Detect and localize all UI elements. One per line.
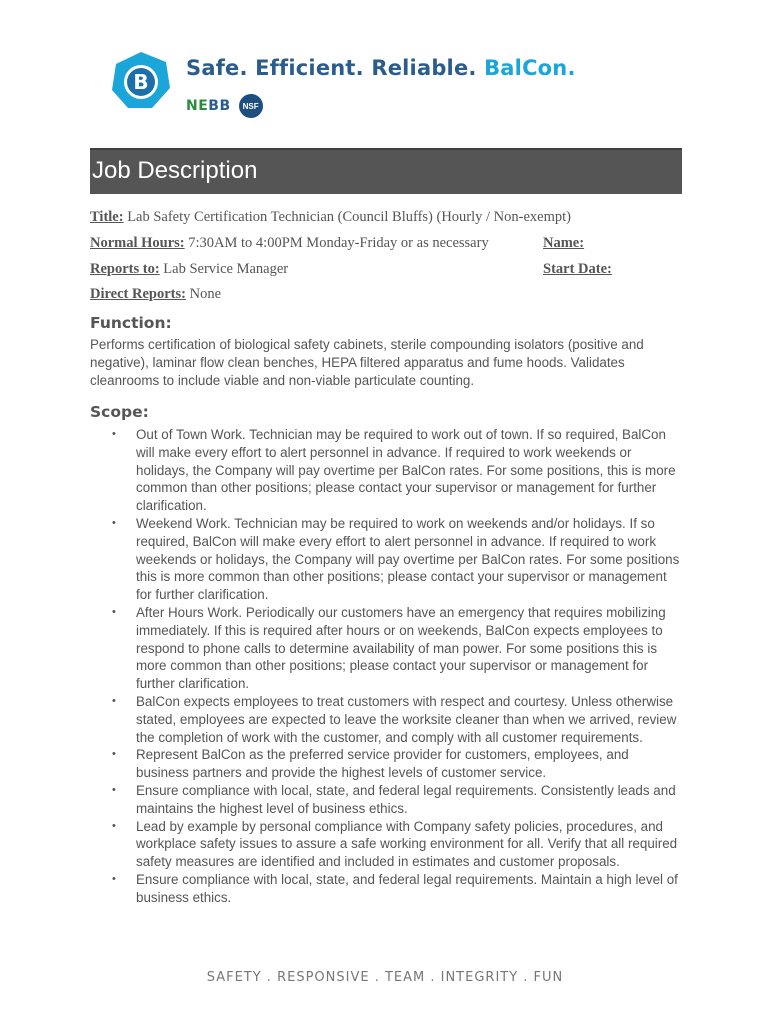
reports-label: Reports to: <box>90 261 160 277</box>
footer-values: SAFETY . RESPONSIVE . TEAM . INTEGRITY . FUN <box>206 970 564 985</box>
nebb-logo <box>186 98 231 114</box>
hours-value: 7:30AM to 4:00PM Monday-Friday or as necessary <box>184 235 489 251</box>
brand-name: BalCon. <box>484 56 576 80</box>
nsf-logo: NSF <box>239 94 263 118</box>
normal-hours-line <box>90 235 489 252</box>
function-heading: Function: <box>90 314 172 332</box>
page-title: Job Description <box>92 157 258 184</box>
bullet-icon: • <box>112 748 116 761</box>
company-logo <box>108 48 576 128</box>
direct-reports-line <box>90 286 221 303</box>
start-date-field <box>543 261 612 278</box>
bullet-icon: • <box>112 783 116 796</box>
nebb-bb: BB <box>208 98 231 114</box>
bullet-icon: • <box>112 605 116 618</box>
list-item: • Ensure compliance with local, state, and federal legal requirements. Maintain a high level of business ethics. <box>112 871 678 905</box>
balcon-logo-icon <box>108 48 174 114</box>
scope-heading: Scope: <box>90 403 149 421</box>
direct-label: Direct Reports: <box>90 286 186 302</box>
bullet-icon: • <box>112 516 116 529</box>
list-item: • Lead by example by personal compliance with Company safety policies, procedures, and workplace safety issues to assure a safe working environment for all. Verify that all required safety measures are identified and included in estimates and customer proposals. <box>112 818 678 870</box>
title-value: Lab Safety Certification Technician (Council Bluffs) (Hourly / Non-exempt) <box>123 209 571 225</box>
list-item: • Weekend Work. Technician may be required to work on weekends and/or holidays. If so required, BalCon will make every effort to alert personnel in advance. If required to work weekends or holidays, the Company will pay overtime per BalCon rates. For some positions this is more common than other positions; please contact your supervisor or management for further clarification. <box>112 515 680 603</box>
start-date-label: Start Date: <box>543 261 612 277</box>
company-tagline <box>186 56 576 80</box>
reports-value: Lab Service Manager <box>159 261 289 277</box>
scope-list <box>90 426 680 907</box>
job-title-line <box>90 209 571 226</box>
logo-letter: B <box>133 70 149 94</box>
reports-to-line <box>90 261 288 278</box>
header-bar <box>90 148 682 194</box>
list-item: • Out of Town Work. Technician may be required to work out of town. If so required, BalCon will make every effort to alert personnel in advance. If required to work weekends or holidays, the Company will pay overtime per BalCon rates. For some positions, this is more common than other positions; please contact your supervisor or management for further clarification. <box>112 427 676 514</box>
name-label: Name: <box>543 235 585 251</box>
bullet-icon: • <box>112 819 116 832</box>
nebb-ne: NE <box>186 98 209 114</box>
bullet-icon: • <box>112 428 116 440</box>
hours-label: Normal Hours: <box>90 235 185 251</box>
list-item: • Ensure compliance with local, state, and federal legal requirements. Consistently leads and maintains the highest level of business ethics. <box>112 782 676 816</box>
list-item: • Represent BalCon as the preferred service provider for customers, employees, and business partners and provide the highest levels of customer service. <box>112 747 629 781</box>
direct-value: None <box>185 286 222 302</box>
list-item: • After Hours Work. Periodically our customers have an emergency that requires mobilizing immediately. If this is required after hours or on weekends, BalCon expects employees to respond to phone calls to determine availability of man power. For some positions this is more common than other positions; please contact your supervisor or management for further clarification. <box>112 604 666 692</box>
bullet-icon: • <box>112 872 116 885</box>
name-field <box>543 235 584 252</box>
list-item: • BalCon expects employees to treat customers with respect and courtesy. Unless otherwise stated, employees are expected to leave the worksite cleaner than when we arrived, review the completion of work with the customer, and comply with all customer requirements. <box>112 693 677 745</box>
function-text: Performs certification of biological safety cabinets, sterile compounding isolators (positive and negative), laminar flow clean benches, HEPA filtered apparatus and fume hoods. Validates cleanrooms to include viable and non-viable particulate counting. <box>90 337 644 388</box>
tagline-text: Safe. Efficient. Reliable. <box>186 56 477 80</box>
certification-badges <box>186 94 263 118</box>
title-label: Title: <box>90 209 124 225</box>
bullet-icon: • <box>112 694 116 707</box>
